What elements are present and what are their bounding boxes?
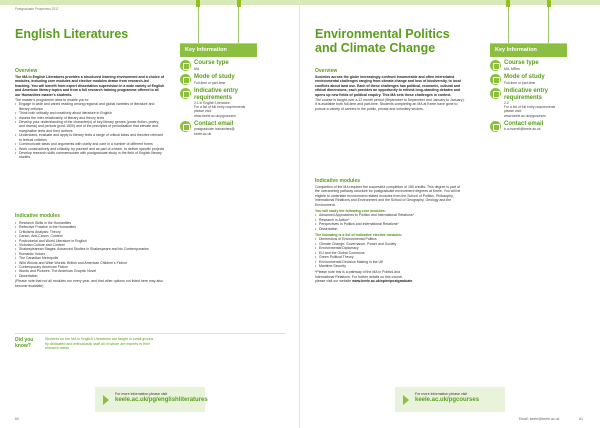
course-type-row: [490, 60, 564, 71]
contact-email-value[interactable]: postgraduate.humanities@: [194, 127, 235, 132]
list-item: • Communicate ideas and arguments with clarity and care in a number of different forms: [15, 142, 165, 146]
key-information-heading: Key Information: [490, 44, 567, 57]
page-title: English Literatures: [15, 27, 129, 41]
modules-section: [315, 185, 465, 284]
modules-heading: Indicative modules: [15, 213, 61, 219]
list-item: • Wild Woods and Wide Worlds: British and American Children's Fiction: [15, 261, 165, 265]
did-you-know-text: Students on the MA in English Literatures are taught in small groups by dedicated and enthusiastic staff all of whom are experts in their research areas.: [45, 337, 154, 351]
mode-of-study-value: Full-time or part-time: [504, 80, 536, 85]
page-title: [315, 27, 450, 55]
list-item: • EU and the Global Commons: [315, 251, 465, 255]
overview-heading: Overview: [315, 68, 338, 74]
entry-requirements-label: Indicative entry requirements: [194, 88, 239, 101]
list-item: • Environmental Diplomacy: [315, 246, 465, 250]
list-item: • Shakespearean Stages: Advanced Studies in Shakespeare and his Contemporaries: [15, 247, 165, 251]
entry-requirements-line: 2:1 in English Literature.: [194, 101, 231, 105]
hanging-strings: [180, 0, 257, 43]
list-item: • Develop research skills commensurate with postgraduate study in the field of English literary studies: [15, 151, 165, 160]
more-info-banner[interactable]: [95, 387, 208, 412]
modules-text: Completion of the MA requires the successful completion of 180 credits. This degree is part of the overarching pathway structure for postgraduate environment degrees at Keele. You will be eligible to undertake environment related modules from the School of Politics, Philosophy, International Relations and Environment and the School of Geography, Geology and the Environment.: [315, 185, 461, 207]
list-item: • Victorian Culture and Context: [15, 243, 165, 247]
pin: [506, 0, 510, 7]
mode-of-study-label: Mode of study: [504, 74, 545, 80]
pin: [196, 0, 200, 7]
more-info-banner[interactable]: [395, 387, 505, 412]
list-item: • Green Political Theory: [315, 255, 465, 259]
modules-heading: Indicative modules: [315, 178, 361, 184]
mode-of-study-row: [180, 74, 254, 85]
envelope-icon: [490, 121, 501, 132]
overview-section: [15, 75, 165, 160]
modules-note: (Please note that not all modules run every year, and that other options not listed here may also become available): [15, 279, 163, 288]
more-info-link[interactable]: keele.ac.uk/pg/englishliteratures: [115, 397, 208, 403]
list-item: • Research Skills in the Humanities: [15, 221, 165, 225]
contact-email-value[interactable]: keele.ac.uk: [194, 131, 212, 136]
aims-intro: The master's programme aims to enable you to:: [15, 98, 90, 103]
overview-heading: Overview: [15, 68, 38, 74]
list-item: • Develop your understanding of the character(s) of key literary genres (prose fiction, poetry, and drama) and periods (post-1500) and of the principles of periodisation that elevate and marginalise texts and their authors: [15, 120, 165, 133]
list-item: • Maritime Security: [315, 264, 465, 268]
right-page: [300, 0, 600, 428]
footnote-line: International Relations. For further details on this course,: [315, 274, 403, 279]
list-item: • Engage in wide and varied reading among regional and global varieties of literature and literary criticism: [15, 102, 165, 111]
clock-icon: [180, 74, 191, 85]
footnote: [315, 270, 465, 283]
mode-of-study-row: [490, 74, 564, 85]
course-type-row: [180, 60, 254, 71]
list-item: • Think both critically and creatively about literature in English: [15, 111, 165, 115]
core-modules-list: [315, 213, 465, 231]
more-info-link[interactable]: keele.ac.uk/pgcourses: [415, 397, 480, 403]
page-number: 60: [15, 417, 19, 421]
list-item: • Climate Change: Governance, Power and Society: [315, 242, 465, 246]
clock-icon: [490, 74, 501, 85]
list-item: • Research in Action*: [315, 218, 465, 222]
envelope-icon: [180, 121, 191, 132]
list-item: • Dissertation: [15, 274, 165, 278]
list-item: • Contemporary American Fiction: [15, 265, 165, 269]
list-item: • Dissertation: [315, 227, 465, 231]
list-item: • Assess the inter-relationship of literary and theory texts: [15, 116, 165, 120]
contact-email-row: [490, 121, 564, 132]
page-title-line: Environmental Politics: [315, 27, 450, 41]
course-type-value: MA: [194, 66, 200, 71]
entry-requirements-row: [180, 88, 254, 118]
entry-requirements-line: 2:2: [504, 101, 509, 105]
list-item: • Romantic Voices: [15, 252, 165, 256]
list-item: • Criticisms Analysis: Theory: [15, 230, 165, 234]
list-item: • The Canadian Metropolis: [15, 256, 165, 260]
running-header: Postgraduate Prospectus 2017: [15, 7, 59, 11]
course-type-label: Course type: [504, 60, 539, 66]
contact-email-label: Contact email: [194, 120, 234, 127]
more-info-line: For more information please visit: [415, 392, 468, 396]
list-item: • Advanced Approaches to Politics and International Relations*: [315, 213, 465, 217]
list-item: • Work constructively and critically, by yourself and as part of a team, to deliver specific projects: [15, 147, 165, 151]
course-type-label: Course type: [194, 60, 229, 66]
overview-lead: Societies across the globe increasingly confront innumerable and often interrelated environmental challenges ranging from climate change and loss of biodiversity, to local conflicts about land use. Each of these challenges has political, economic, cultural and ethical dimensions; each provides an opportunity to rethink long-standing debates and opens up new fields of political enquiry. This MA sets these challenges in context.: [315, 75, 461, 97]
footnote-line: [315, 279, 465, 283]
list-item: • Words and Pictures: The American Graphic Novel: [15, 269, 165, 273]
contact-email-label: Contact email: [504, 120, 544, 127]
entry-requirements-line: For a list of full entry requirements please visit:: [504, 105, 556, 114]
overview-text: The course is taught over a 12 month period (September to September and January to January). It is available both full-time and part-time. Students completing an MA at Keele have gone to pursue a variety of careers in the public, private and voluntary sectors.: [315, 98, 465, 111]
pin: [237, 0, 241, 7]
entry-requirements-row: [490, 88, 564, 118]
page-number: 61: [579, 417, 583, 421]
did-you-know: [15, 333, 285, 351]
course-type-icon: [490, 60, 501, 71]
modules-list: [15, 221, 165, 278]
arrow-right-icon: [403, 395, 409, 405]
entry-requirements-line: For a list of full entry requirements please visit:: [194, 105, 246, 114]
list-item: • Dimensions of Environmental Politics: [315, 237, 465, 241]
list-item: • Postcolonial and World Literature in English: [15, 239, 165, 243]
page-title-line: and Climate Change: [315, 41, 436, 55]
key-information-box: [180, 43, 257, 142]
contact-email-value[interactable]: b.a.morrell@keele.ac.uk: [504, 127, 541, 132]
overview-lead: The MA in English Literatures provides a structured learning environment and a choice of modules, including core modules and elective modules drawn from research-led teaching. You will benefit from expert dissertation supervision in a wide variety of English and American literary topics and from a full research training programme offered to all our Humanities master's students.: [15, 75, 165, 97]
footnote-text: please visit our website: [315, 279, 352, 284]
core-modules-heading: You will study the following core modules:: [315, 209, 386, 214]
entry-requirements-label: Indicative entry requirements: [504, 88, 549, 101]
mode-of-study-label: Mode of study: [194, 74, 235, 80]
course-type-value: MA, MRes: [504, 66, 520, 71]
contact-email-row: [180, 121, 254, 136]
more-info-line: For more information please visit: [115, 392, 168, 396]
checklist-icon: [180, 88, 191, 99]
footnote-line: *Please note this is a pathway of the MA in Politics and: [315, 270, 401, 275]
list-item: • Perspectives in Politics and International Relations*: [315, 222, 465, 226]
elective-modules-heading: The following is a list of indicative elective modules:: [315, 233, 403, 238]
key-information-box: [490, 43, 567, 138]
list-item: • Reflective Practice in the Humanities: [15, 225, 165, 229]
aims-list: [15, 102, 165, 159]
entry-requirements-link[interactable]: www.keele.ac.uk/pgcourses: [194, 113, 236, 118]
checklist-icon: [490, 88, 501, 99]
modules-section: [15, 221, 165, 288]
did-you-know-label: Did you know?: [15, 337, 34, 349]
footnote-link[interactable]: www.keele.ac.uk/spire/postgraduate: [352, 279, 413, 284]
running-footer: Email: keele@keele.ac.uk: [519, 417, 560, 421]
entry-requirements-link[interactable]: www.keele.ac.uk/pgcourses: [504, 113, 546, 118]
list-item: • Understand, evaluate and apply to literary texts a range of critical ideas and theories relevant to textual criticism: [15, 133, 165, 142]
arrow-right-icon: [103, 395, 109, 405]
mode-of-study-value: Full-time or part-time: [194, 80, 226, 85]
overview-section: [315, 75, 465, 111]
key-information-heading: Key Information: [180, 44, 257, 57]
list-item: • Canon, Anti-Canon, Context: [15, 234, 165, 238]
list-item: • Environmental Decision Making in the UK: [315, 260, 465, 264]
course-type-icon: [180, 60, 191, 71]
elective-modules-list: [315, 237, 465, 268]
pin: [547, 0, 551, 7]
hanging-strings: [490, 0, 567, 43]
